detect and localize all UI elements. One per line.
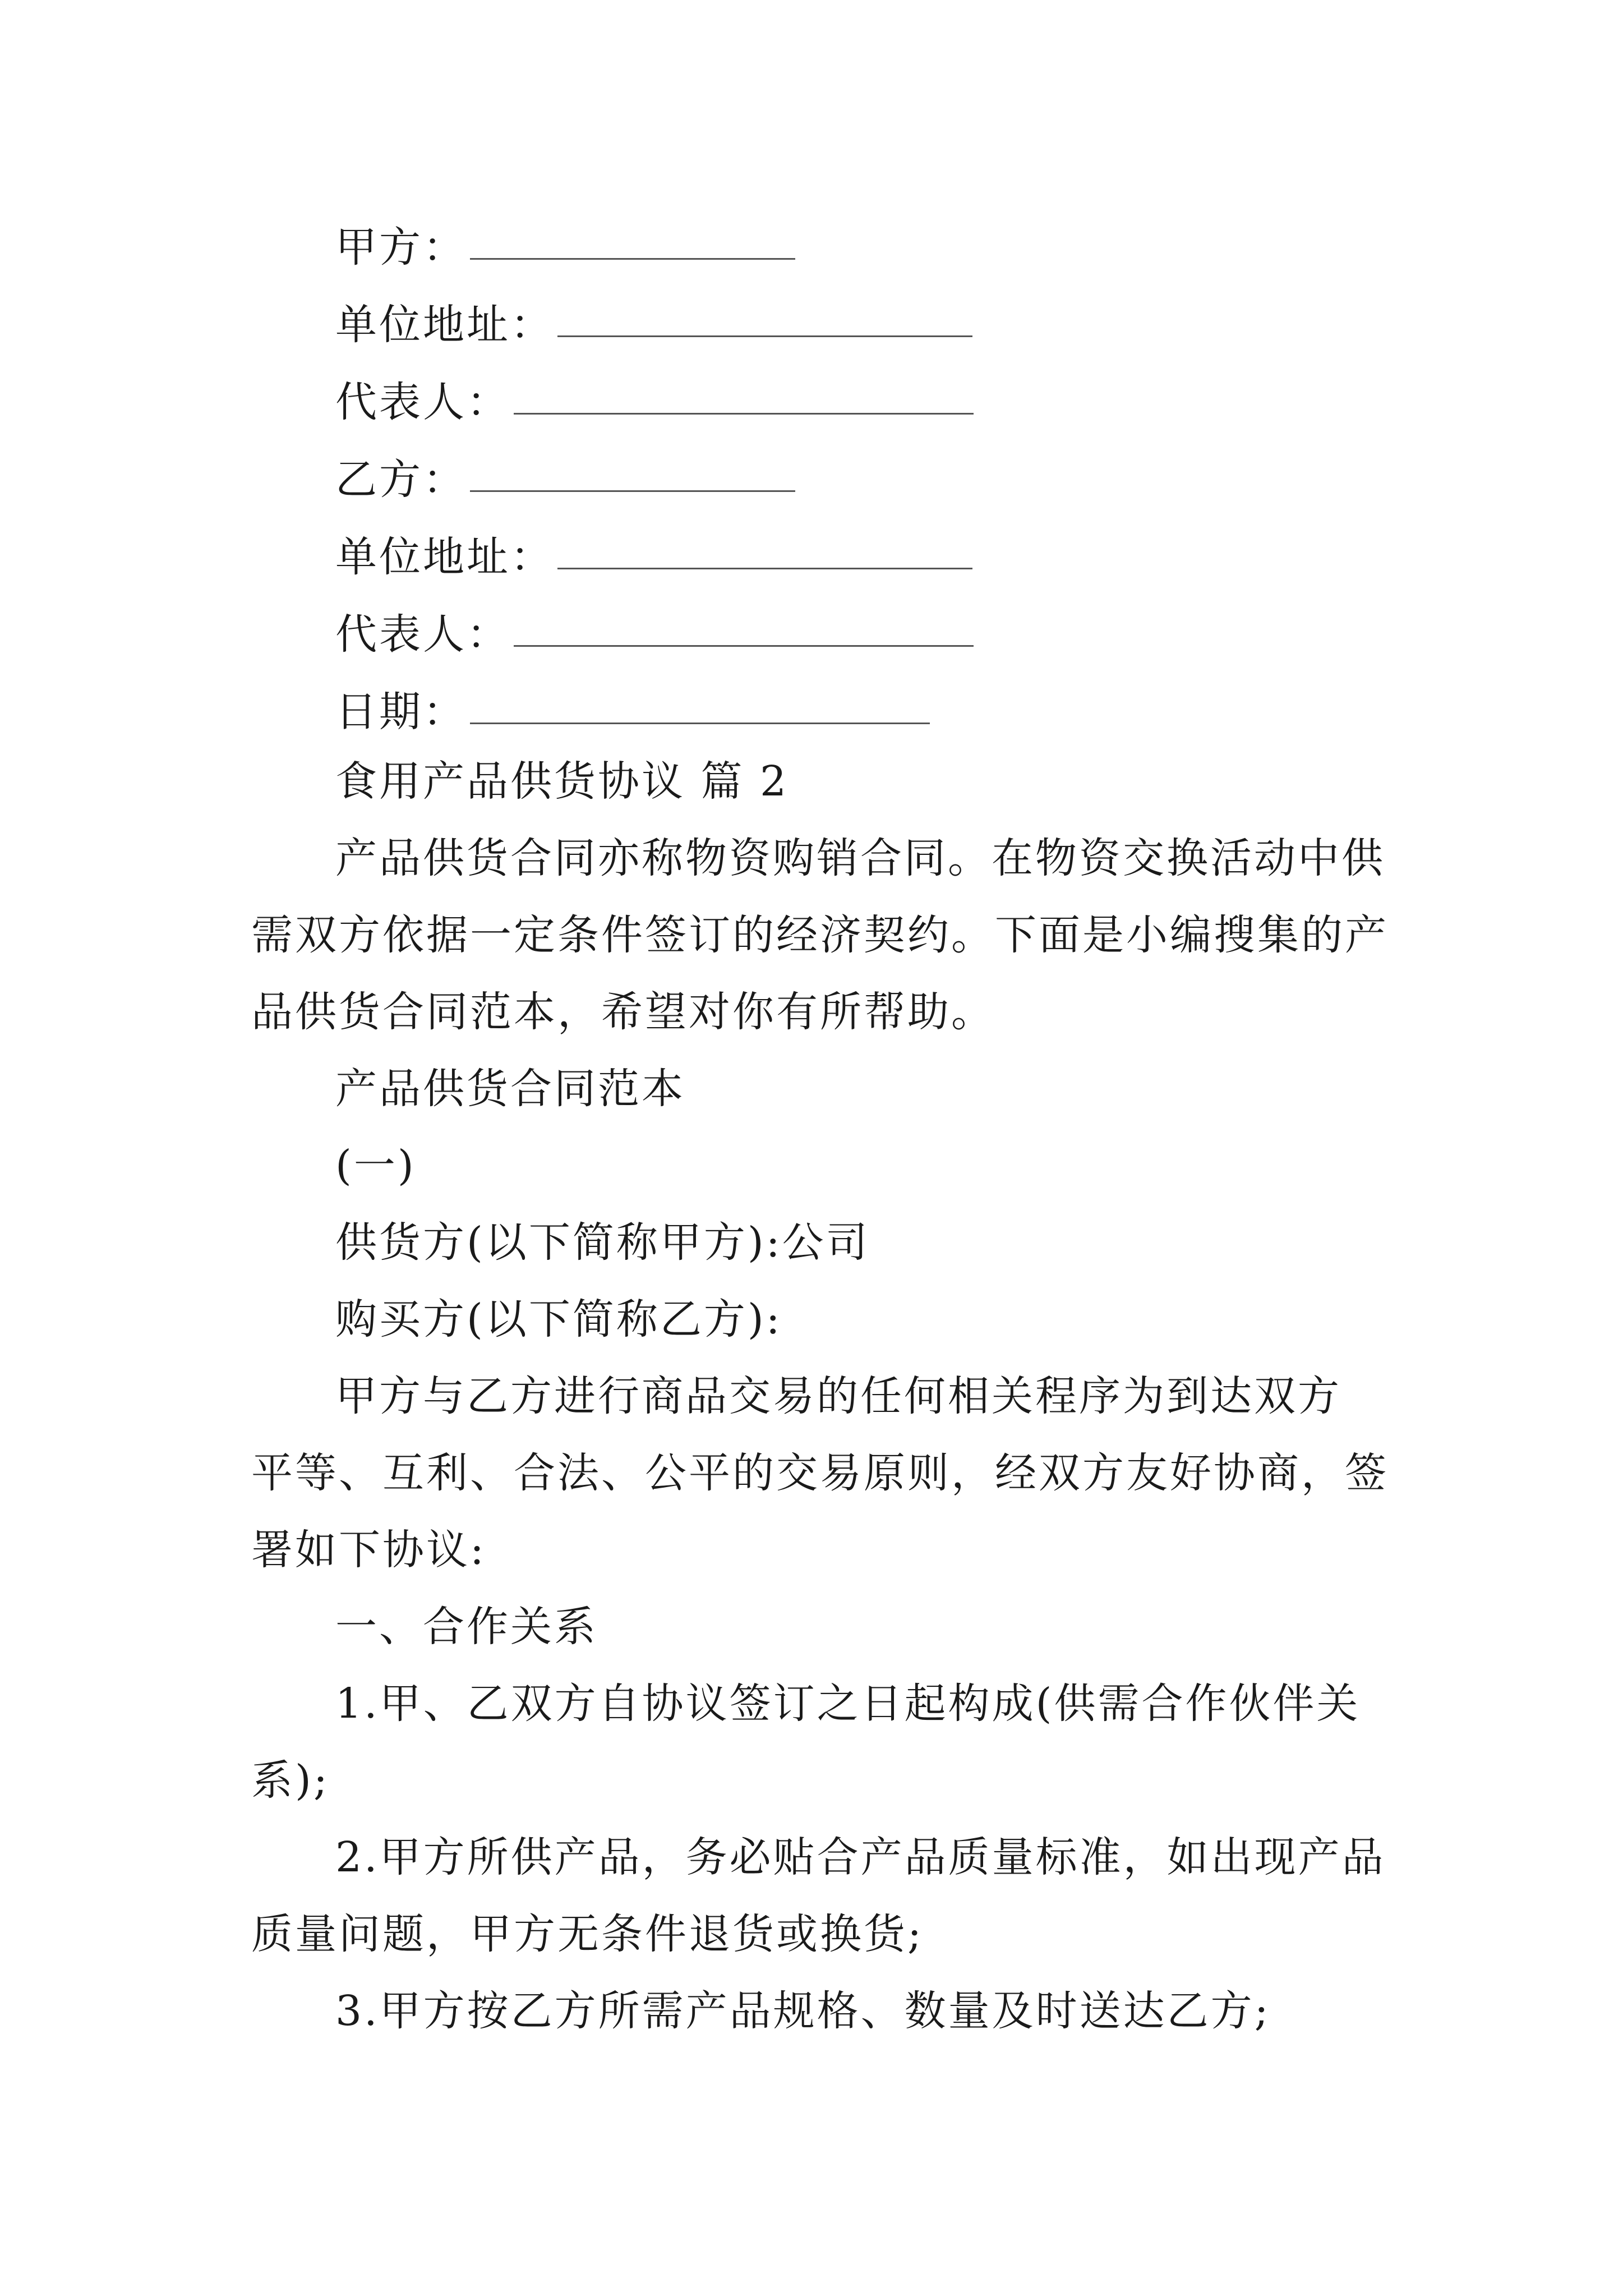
clause-2-line-2: 质量问题，甲方无条件退货或换货; (251, 1910, 924, 1958)
party-b-rep-label: 代表人： (335, 610, 510, 659)
clause-2-line-1: 2.甲方所供产品，务必贴合产品质量标准，如出现产品 (335, 1833, 1386, 1881)
party-b-rep-blank-line (514, 645, 974, 647)
party-a-address-label: 单位地址： (335, 301, 554, 349)
clause-3 (251, 1973, 1384, 2050)
party-b-address-row (335, 523, 972, 585)
clause-1-line-1: 1.甲、乙双方自协议签订之日起构成(供需合作伙伴关 (335, 1680, 1361, 1728)
date-label: 日期： (335, 688, 467, 736)
party-b-address-label: 单位地址： (335, 533, 554, 581)
party-a-address-row (335, 291, 972, 352)
buyer-line: 购买方(以下简称乙方): (335, 1295, 782, 1343)
date-blank-line (470, 723, 930, 724)
clause-2 (251, 1819, 1384, 1973)
party-b-row (335, 445, 795, 507)
party-a-rep-row (335, 368, 974, 430)
party-b-address-blank-line (557, 568, 972, 569)
party-b-blank-line (470, 490, 795, 492)
preamble-line-2: 平等、互利、合法、公平的交易原则，经双方友好协商，签 (251, 1449, 1389, 1497)
preamble-line-1: 甲方与乙方进行商品交易的任何相关程序为到达双方 (335, 1372, 1341, 1420)
party-a-address-blank-line (557, 335, 972, 337)
clause-heading: 一、合作关系 (335, 1603, 598, 1651)
intro-line-3: 品供货合同范本，希望对你有所帮助。 (251, 988, 995, 1036)
party-a-label: 甲方： (335, 223, 467, 272)
intro-line-1: 产品供货合同亦称物资购销合同。在物资交换活动中供 (335, 834, 1385, 882)
party-a-rep-blank-line (514, 413, 974, 415)
party-a-row (335, 213, 795, 275)
section-title: 食用产品供货协议 篇 2 (335, 757, 789, 806)
intro-line-2: 需双方依据一定条件签订的经济契约。下面是小编搜集的产 (251, 911, 1389, 959)
preamble-line-3: 署如下协议: (251, 1526, 486, 1574)
clause-3-line-1: 3.甲方按乙方所需产品规格、数量及时送达乙方; (335, 1987, 1271, 2035)
party-b-rep-row (335, 600, 974, 662)
clause-1 (251, 1665, 1384, 1819)
supplier-line: 供货方(以下简称甲方):公司 (335, 1218, 870, 1267)
preamble-paragraph (251, 1358, 1389, 1589)
date-row (335, 678, 930, 739)
party-a-rep-label: 代表人： (335, 378, 510, 426)
contract-title: 产品供货合同范本 (335, 1065, 685, 1113)
intro-paragraph (251, 820, 1389, 1051)
clause-1-line-2: 系); (251, 1756, 330, 1805)
party-a-blank-line (470, 258, 795, 260)
party-b-label: 乙方： (335, 455, 467, 504)
part-number: (一) (335, 1142, 416, 1190)
